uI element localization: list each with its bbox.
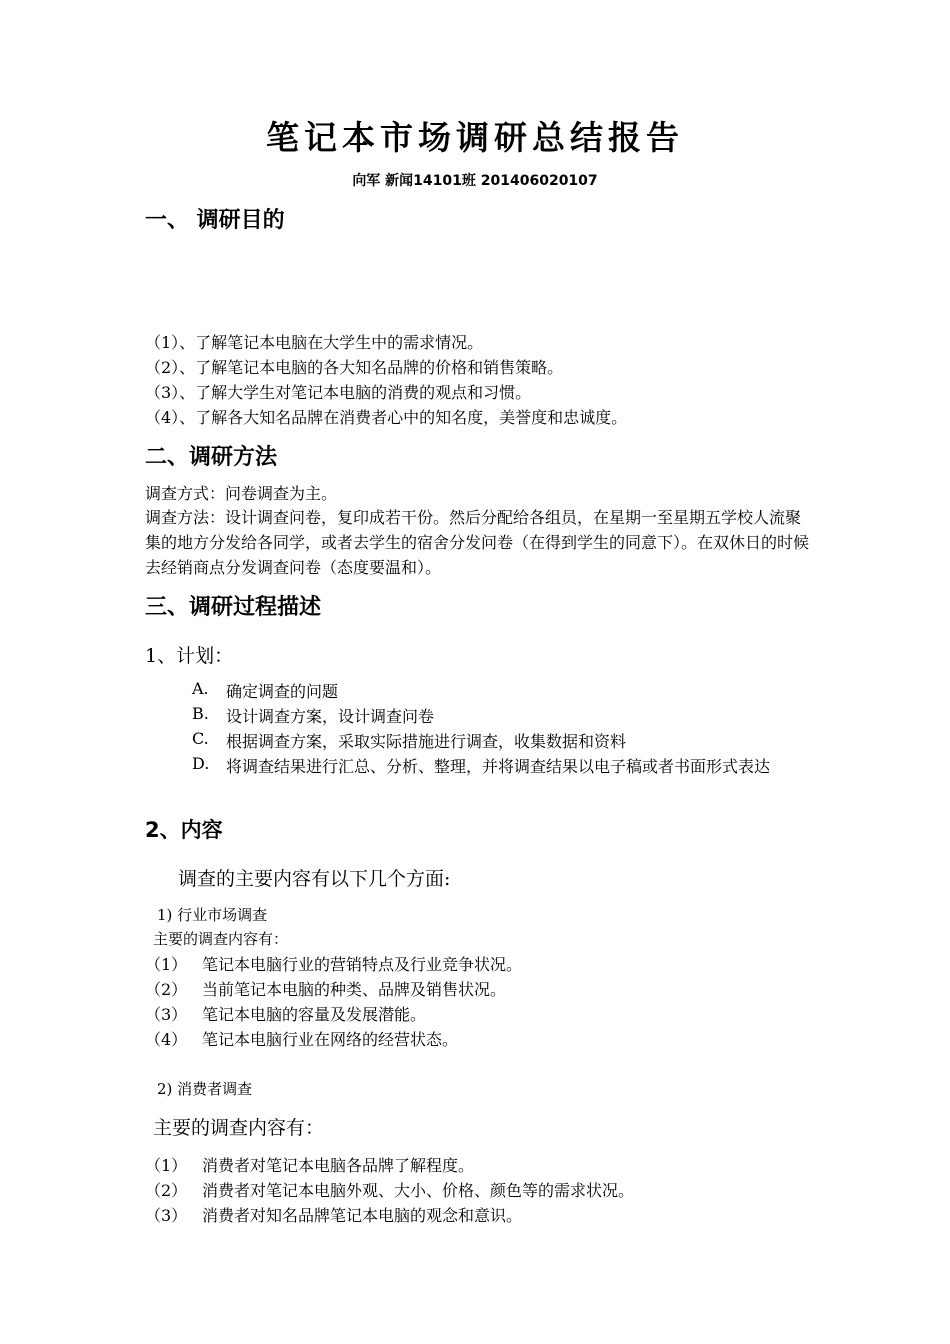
consumer-item-marker: （1） <box>145 1156 188 1175</box>
plan-item-marker: A. <box>192 679 209 698</box>
industry-item-marker: （4） <box>145 1030 188 1049</box>
section1-heading: 一、 调研目的 <box>145 208 285 233</box>
industry-item-text: 笔记本电脑的容量及发展潜能。 <box>202 1005 427 1024</box>
industry-item-marker: （1） <box>145 955 188 974</box>
consumer-item-text: 消费者对知名品牌笔记本电脑的观念和意识。 <box>202 1206 523 1225</box>
section1-item: （2）、了解笔记本电脑的各大知名品牌的价格和销售策略。 <box>145 358 564 377</box>
plan-item-text: 设计调查方案，设计调查问卷 <box>226 707 435 726</box>
industry-item-marker: （2） <box>145 980 188 999</box>
consumer-item-marker: （2） <box>145 1181 188 1200</box>
section2-heading: 二、调研方法 <box>145 445 278 470</box>
content-heading: 2、内容 <box>145 818 223 842</box>
industry-heading: 1) 行业市场调查 <box>157 906 268 924</box>
consumer-sub: 主要的调查内容有： <box>153 1117 325 1139</box>
plan-item-text: 根据调查方案，采取实际措施进行调查，收集数据和资料 <box>226 732 627 751</box>
industry-item-text: 笔记本电脑行业在网络的经营状态。 <box>202 1030 459 1049</box>
method-type: 调查方式：问卷调查为主。 <box>145 484 338 503</box>
author-line: 向军 新闻14101班 201406020107 <box>352 173 598 189</box>
plan-item-text: 确定调查的问题 <box>226 682 339 701</box>
plan-item-marker: B. <box>192 704 209 723</box>
section1-item: （4）、了解各大知名品牌在消费者心中的知名度，美誉度和忠诚度。 <box>145 408 628 427</box>
document-title: 笔记本市场调研总结报告 <box>266 118 684 157</box>
consumer-item-text: 消费者对笔记本电脑外观、大小、价格、颜色等的需求状况。 <box>202 1181 635 1200</box>
industry-item-text: 当前笔记本电脑的种类、品牌及销售状况。 <box>202 980 507 999</box>
consumer-item-text: 消费者对笔记本电脑各品牌了解程度。 <box>202 1156 475 1175</box>
section1-item: （3）、了解大学生对笔记本电脑的消费的观点和习惯。 <box>145 383 532 402</box>
plan-item-marker: D. <box>192 754 210 773</box>
consumer-heading: 2) 消费者调查 <box>157 1080 253 1098</box>
industry-item-marker: （3） <box>145 1005 188 1024</box>
industry-item-text: 笔记本电脑行业的营销特点及行业竞争状况。 <box>202 955 523 974</box>
plan-heading: 1、计划： <box>145 645 234 667</box>
section1-item: （1）、了解笔记本电脑在大学生中的需求情况。 <box>145 333 484 352</box>
consumer-item-marker: （3） <box>145 1206 188 1225</box>
method-description: 调查方法：设计调查问卷，复印成若干份。然后分配给各组员，在星期一至星期五学校人流聚集的地方分发给各同学，或者去学生的宿舍分发问卷（在得到学生的同意下）。在双休日的时候去经销商点分发调查问卷（态度要温和）。 <box>145 508 810 577</box>
plan-item-marker: C. <box>192 729 209 748</box>
industry-sub: 主要的调查内容有： <box>153 930 289 948</box>
content-intro: 调查的主要内容有以下几个方面: <box>178 868 451 890</box>
plan-item-text: 将调查结果进行汇总、分析、整理，并将调查结果以电子稿或者书面形式表达 <box>226 757 771 776</box>
section3-heading: 三、调研过程描述 <box>145 595 322 620</box>
